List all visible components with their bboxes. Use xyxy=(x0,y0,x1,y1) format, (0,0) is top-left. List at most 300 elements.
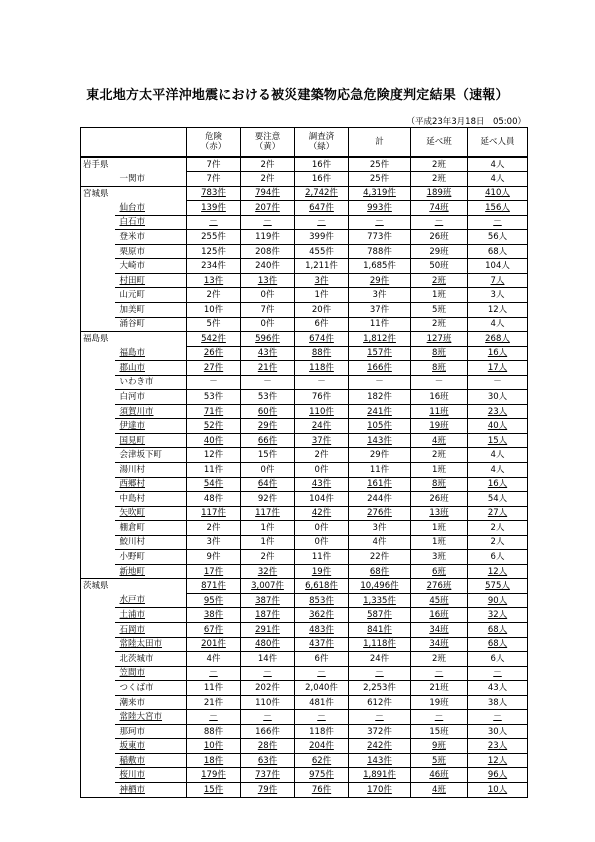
personnel-count: 156人 xyxy=(485,202,510,213)
caution-count: 794件 xyxy=(255,188,280,199)
danger-count-cell xyxy=(187,462,241,477)
column-header-label: 延べ班 xyxy=(426,137,452,147)
inspection-results-table xyxy=(80,127,528,798)
municipality-row xyxy=(81,172,528,187)
municipality-label: 伊達市 xyxy=(119,421,146,432)
danger-count-cell xyxy=(187,419,241,434)
team-count-cell xyxy=(411,710,468,725)
team-count: 1班 xyxy=(432,464,446,475)
total-count: 3件 xyxy=(372,522,387,533)
danger-count: 12件 xyxy=(203,450,224,461)
column-header xyxy=(295,128,349,158)
inspected-count-cell xyxy=(295,244,349,259)
caution-count-cell xyxy=(241,695,295,710)
danger-count-cell xyxy=(187,783,241,798)
caution-count-cell xyxy=(241,157,295,172)
team-count: － xyxy=(434,668,444,679)
total-count: － xyxy=(375,217,384,228)
personnel-count-cell xyxy=(468,332,528,347)
caution-count-cell xyxy=(241,361,295,376)
personnel-count-cell xyxy=(468,564,528,579)
caution-count-cell xyxy=(241,593,295,608)
team-count-cell xyxy=(411,346,468,361)
danger-count-cell xyxy=(187,492,241,507)
column-header xyxy=(349,128,411,158)
danger-count-cell xyxy=(187,244,241,259)
inspected-count: 3件 xyxy=(314,275,329,286)
column-header xyxy=(411,128,468,158)
personnel-count: 7人 xyxy=(490,275,505,286)
caution-count-cell xyxy=(241,623,295,638)
team-count: 3班 xyxy=(432,552,446,563)
team-count: － xyxy=(434,712,444,723)
total-count: 242件 xyxy=(367,741,392,752)
danger-count: 2件 xyxy=(206,522,221,533)
personnel-count: 4人 xyxy=(490,173,505,184)
inspected-count-cell xyxy=(295,332,349,347)
prefecture-name xyxy=(81,477,115,492)
caution-count: 28件 xyxy=(257,741,278,752)
inspected-count: 76件 xyxy=(311,784,332,795)
caution-count-cell xyxy=(241,201,295,216)
team-count: 8班 xyxy=(432,348,446,359)
team-count-cell xyxy=(411,244,468,259)
report-timestamp: （平成23年3月18日 05:00） xyxy=(406,117,526,127)
inspected-count: 19件 xyxy=(311,566,332,577)
team-count: 2班 xyxy=(432,450,446,461)
personnel-count-cell xyxy=(468,739,528,754)
total-count-cell xyxy=(349,361,411,376)
danger-count-cell xyxy=(187,521,241,536)
table-header-row xyxy=(81,128,528,158)
danger-count-cell xyxy=(187,593,241,608)
municipality-name xyxy=(115,172,187,187)
prefecture-name xyxy=(81,317,115,332)
caution-count-cell xyxy=(241,448,295,463)
municipality-label: 棚倉町 xyxy=(119,522,146,533)
personnel-count: 12人 xyxy=(487,755,508,766)
personnel-count: － xyxy=(493,217,502,228)
personnel-count: 30人 xyxy=(487,726,508,737)
prefecture-name: 茨城県 xyxy=(81,579,187,594)
team-count-cell xyxy=(411,215,468,230)
column-header-label: 延べ人員 xyxy=(480,137,515,147)
team-count: 4班 xyxy=(432,435,446,446)
municipality-row xyxy=(81,768,528,783)
personnel-count: 90人 xyxy=(487,595,508,606)
prefecture-name xyxy=(81,244,115,259)
inspected-count: － xyxy=(317,217,326,228)
caution-count-cell xyxy=(241,550,295,565)
inspected-count-cell xyxy=(295,564,349,579)
municipality-name xyxy=(115,724,187,739)
inspected-count: 647件 xyxy=(309,202,334,213)
personnel-count: 16人 xyxy=(487,479,508,490)
caution-count-cell xyxy=(241,753,295,768)
municipality-label: 常陸太田市 xyxy=(119,639,163,650)
personnel-count-cell xyxy=(468,230,528,245)
inspected-count-cell xyxy=(295,201,349,216)
total-count: 29件 xyxy=(369,450,390,461)
team-count: 19班 xyxy=(429,697,449,708)
inspected-count-cell xyxy=(295,739,349,754)
caution-count-cell xyxy=(241,564,295,579)
total-count-cell xyxy=(349,448,411,463)
municipality-label: いわき市 xyxy=(119,377,154,388)
prefecture-name xyxy=(81,302,115,317)
inspected-count-cell xyxy=(295,652,349,667)
municipality-row xyxy=(81,521,528,536)
danger-count-cell xyxy=(187,550,241,565)
municipality-name xyxy=(115,259,187,274)
caution-count: 596件 xyxy=(255,333,280,344)
team-count-cell xyxy=(411,724,468,739)
team-count: 6班 xyxy=(432,566,446,577)
personnel-count: 23人 xyxy=(487,741,508,752)
inspected-count: 853件 xyxy=(309,595,334,606)
personnel-count: 4人 xyxy=(490,464,505,475)
municipality-row xyxy=(81,623,528,638)
municipality-name xyxy=(115,652,187,667)
prefecture-name xyxy=(81,259,115,274)
team-count-cell xyxy=(411,506,468,521)
inspected-count: － xyxy=(317,712,326,723)
total-count-cell xyxy=(349,433,411,448)
personnel-count-cell xyxy=(468,201,528,216)
caution-count-cell xyxy=(241,724,295,739)
inspected-count-cell xyxy=(295,288,349,303)
caution-count: － xyxy=(263,377,272,388)
table-body xyxy=(81,157,528,797)
municipality-row xyxy=(81,201,528,216)
personnel-count: 54人 xyxy=(487,493,508,504)
personnel-count: 27人 xyxy=(487,508,508,519)
danger-count-cell xyxy=(187,201,241,216)
total-count-cell xyxy=(349,230,411,245)
danger-count-cell xyxy=(187,652,241,667)
municipality-label: 涌谷町 xyxy=(119,319,146,330)
caution-count: 2件 xyxy=(260,173,275,184)
caution-count: 2件 xyxy=(260,552,275,563)
total-count: 1,335件 xyxy=(363,595,396,606)
inspected-count-cell xyxy=(295,375,349,390)
personnel-count-cell xyxy=(468,593,528,608)
danger-count: 88件 xyxy=(203,726,224,737)
danger-count-cell xyxy=(187,404,241,419)
personnel-count: 2人 xyxy=(490,537,505,548)
personnel-count: 68人 xyxy=(487,246,508,257)
municipality-label: 白河市 xyxy=(119,392,146,403)
danger-count-cell xyxy=(187,608,241,623)
total-count: 68件 xyxy=(369,566,390,577)
total-count: 612件 xyxy=(367,697,392,708)
caution-count: 240件 xyxy=(255,261,280,272)
inspected-count: － xyxy=(317,377,326,388)
danger-count: － xyxy=(209,668,218,679)
inspected-count: 399件 xyxy=(309,232,334,242)
danger-count-cell xyxy=(187,273,241,288)
caution-count: 119件 xyxy=(255,232,280,242)
municipality-row xyxy=(81,259,528,274)
personnel-count: 15人 xyxy=(487,435,508,446)
danger-count: 542件 xyxy=(201,333,226,344)
caution-count: 2件 xyxy=(260,159,275,170)
danger-count: 48件 xyxy=(203,493,224,504)
caution-count-cell xyxy=(241,404,295,419)
danger-count-cell xyxy=(187,433,241,448)
caution-count-cell xyxy=(241,477,295,492)
total-count: 372件 xyxy=(367,726,392,737)
caution-count-cell xyxy=(241,317,295,332)
total-count: 11件 xyxy=(369,319,390,330)
caution-count-cell xyxy=(241,288,295,303)
team-count: 26班 xyxy=(429,493,449,504)
municipality-row xyxy=(81,666,528,681)
caution-count: 43件 xyxy=(257,348,278,359)
inspected-count: 42件 xyxy=(311,508,332,519)
caution-count: 32件 xyxy=(257,566,278,577)
total-count-cell xyxy=(349,695,411,710)
total-count: 587件 xyxy=(367,610,392,621)
municipality-name xyxy=(115,477,187,492)
prefecture-name xyxy=(81,681,115,696)
personnel-count: 17人 xyxy=(487,362,508,373)
municipality-name xyxy=(115,623,187,638)
team-count-cell xyxy=(411,419,468,434)
municipality-row xyxy=(81,681,528,696)
prefecture-name xyxy=(81,201,115,216)
team-count: 4班 xyxy=(432,784,446,795)
total-count-cell xyxy=(349,215,411,230)
danger-count: 71件 xyxy=(203,406,224,417)
total-count: 1,685件 xyxy=(363,261,396,272)
inspected-count: 110件 xyxy=(309,406,334,417)
team-count: 9班 xyxy=(432,741,446,752)
danger-count-cell xyxy=(187,375,241,390)
caution-count: 737件 xyxy=(255,770,280,781)
personnel-count-cell xyxy=(468,695,528,710)
danger-count: 95件 xyxy=(203,595,224,606)
caution-count: 92件 xyxy=(257,493,278,504)
team-count-cell xyxy=(411,637,468,652)
personnel-count-cell xyxy=(468,462,528,477)
team-count: 5班 xyxy=(432,755,446,766)
total-count: 276件 xyxy=(367,508,392,519)
municipality-name xyxy=(115,230,187,245)
total-count: － xyxy=(375,712,384,723)
municipality-label: 稲敷市 xyxy=(119,755,146,766)
caution-count-cell xyxy=(241,172,295,187)
caution-count-cell xyxy=(241,419,295,434)
caution-count: 64件 xyxy=(257,479,278,490)
personnel-count: 40人 xyxy=(487,421,508,432)
team-count: 45班 xyxy=(429,595,449,606)
team-count: 15班 xyxy=(429,726,449,737)
team-count: 19班 xyxy=(429,421,449,432)
team-count: 1班 xyxy=(432,537,446,548)
municipality-name xyxy=(115,273,187,288)
municipality-row xyxy=(81,346,528,361)
inspected-count: 6,618件 xyxy=(305,581,338,592)
caution-count: 7件 xyxy=(260,304,275,315)
municipality-row xyxy=(81,724,528,739)
team-count-cell xyxy=(411,521,468,536)
total-count: 1,118件 xyxy=(363,639,396,650)
caution-count-cell xyxy=(241,390,295,405)
municipality-label: 栗原市 xyxy=(119,246,146,257)
total-count: 37件 xyxy=(369,304,390,315)
caution-count: 29件 xyxy=(257,421,278,432)
prefecture-name xyxy=(81,492,115,507)
inspected-count-cell xyxy=(295,404,349,419)
personnel-count-cell xyxy=(468,666,528,681)
danger-count: 139件 xyxy=(201,202,226,213)
total-count: 29件 xyxy=(369,275,390,286)
total-count: 25件 xyxy=(369,173,390,184)
danger-count-cell xyxy=(187,288,241,303)
personnel-count-cell xyxy=(468,288,528,303)
inspected-count: 975件 xyxy=(309,770,334,781)
inspected-count: 2件 xyxy=(314,450,329,461)
danger-count-cell xyxy=(187,564,241,579)
municipality-row xyxy=(81,477,528,492)
team-count: 74班 xyxy=(429,202,449,213)
municipality-name xyxy=(115,666,187,681)
danger-count-cell xyxy=(187,506,241,521)
municipality-label: つくば市 xyxy=(119,682,154,693)
team-count: 1班 xyxy=(432,522,446,533)
danger-count-cell xyxy=(187,172,241,187)
danger-count: 7件 xyxy=(206,173,221,184)
team-count-cell xyxy=(411,564,468,579)
personnel-count: 56人 xyxy=(487,232,508,242)
prefecture-name xyxy=(81,506,115,521)
municipality-row xyxy=(81,390,528,405)
team-count: 26班 xyxy=(429,232,449,242)
municipality-row xyxy=(81,404,528,419)
personnel-count-cell xyxy=(468,448,528,463)
prefecture-name xyxy=(81,346,115,361)
total-count-cell xyxy=(349,157,411,172)
municipality-label: 石岡市 xyxy=(119,624,146,635)
team-count-cell xyxy=(411,448,468,463)
team-count-cell xyxy=(411,695,468,710)
personnel-count-cell xyxy=(468,419,528,434)
column-header-label: 要注意 xyxy=(254,132,281,142)
total-count: 1,891件 xyxy=(363,770,396,781)
inspected-count: 437件 xyxy=(309,639,334,650)
municipality-name xyxy=(115,433,187,448)
municipality-row xyxy=(81,273,528,288)
personnel-count: 268人 xyxy=(485,333,510,344)
caution-count: － xyxy=(263,668,272,679)
municipality-label: 村田町 xyxy=(119,275,146,286)
prefecture-name xyxy=(81,710,115,725)
municipality-name xyxy=(115,608,187,623)
municipality-label: 会津坂下町 xyxy=(119,450,163,461)
team-count-cell xyxy=(411,477,468,492)
total-count-cell xyxy=(349,739,411,754)
personnel-count-cell xyxy=(468,535,528,550)
column-header-label: 調査済 xyxy=(308,132,335,142)
caution-count: 166件 xyxy=(255,726,280,737)
caution-count-cell xyxy=(241,433,295,448)
danger-count: 871件 xyxy=(201,581,226,592)
caution-count-cell xyxy=(241,346,295,361)
danger-count: 54件 xyxy=(203,479,224,490)
total-count-cell xyxy=(349,564,411,579)
total-count: 2,253件 xyxy=(363,682,396,693)
prefecture-name xyxy=(81,695,115,710)
caution-count-cell xyxy=(241,302,295,317)
danger-count: 783件 xyxy=(201,188,226,199)
caution-count: 63件 xyxy=(257,755,278,766)
inspected-count-cell xyxy=(295,666,349,681)
municipality-row xyxy=(81,506,528,521)
total-count: 143件 xyxy=(367,755,392,766)
prefecture-name xyxy=(81,433,115,448)
personnel-count-cell xyxy=(468,433,528,448)
municipality-name xyxy=(115,521,187,536)
inspected-count-cell xyxy=(295,521,349,536)
team-count: 2班 xyxy=(432,159,446,170)
danger-count: 52件 xyxy=(203,421,224,432)
municipality-name xyxy=(115,710,187,725)
municipality-label: 水戸市 xyxy=(119,595,146,606)
danger-count: 2件 xyxy=(206,290,221,301)
danger-count: 15件 xyxy=(203,784,224,795)
total-count-cell xyxy=(349,302,411,317)
total-count-cell xyxy=(349,535,411,550)
danger-count: 234件 xyxy=(201,261,226,272)
total-count: 1,812件 xyxy=(363,333,396,344)
caution-count: 15件 xyxy=(257,450,278,461)
inspected-count-cell xyxy=(295,681,349,696)
document-title: 東北地方太平洋沖地震における被災建築物応急危険度判定結果（速報） xyxy=(86,88,509,103)
municipality-label: 須賀川市 xyxy=(119,406,154,417)
total-count-cell xyxy=(349,186,411,201)
prefecture-name xyxy=(81,753,115,768)
inspected-count-cell xyxy=(295,419,349,434)
danger-count: 3件 xyxy=(206,537,221,548)
municipality-name xyxy=(115,681,187,696)
prefecture-name xyxy=(81,215,115,230)
inspected-count: 24件 xyxy=(311,421,332,432)
inspected-count-cell xyxy=(295,448,349,463)
municipality-row xyxy=(81,215,528,230)
inspected-count-cell xyxy=(295,593,349,608)
total-count-cell xyxy=(349,317,411,332)
personnel-count: 6人 xyxy=(490,653,505,664)
municipality-row xyxy=(81,302,528,317)
municipality-label: 中島村 xyxy=(119,493,146,504)
municipality-label: 坂東市 xyxy=(119,741,146,752)
team-count-cell xyxy=(411,259,468,274)
municipality-name xyxy=(115,768,187,783)
personnel-count: － xyxy=(493,377,502,388)
danger-count-cell xyxy=(187,535,241,550)
danger-count-cell xyxy=(187,317,241,332)
caution-count-cell xyxy=(241,273,295,288)
municipality-row xyxy=(81,550,528,565)
inspected-count-cell xyxy=(295,230,349,245)
total-count-cell xyxy=(349,652,411,667)
caution-count-cell xyxy=(241,521,295,536)
municipality-row xyxy=(81,753,528,768)
total-count-cell xyxy=(349,666,411,681)
prefecture-name xyxy=(81,652,115,667)
inspected-count: 6件 xyxy=(314,653,329,664)
